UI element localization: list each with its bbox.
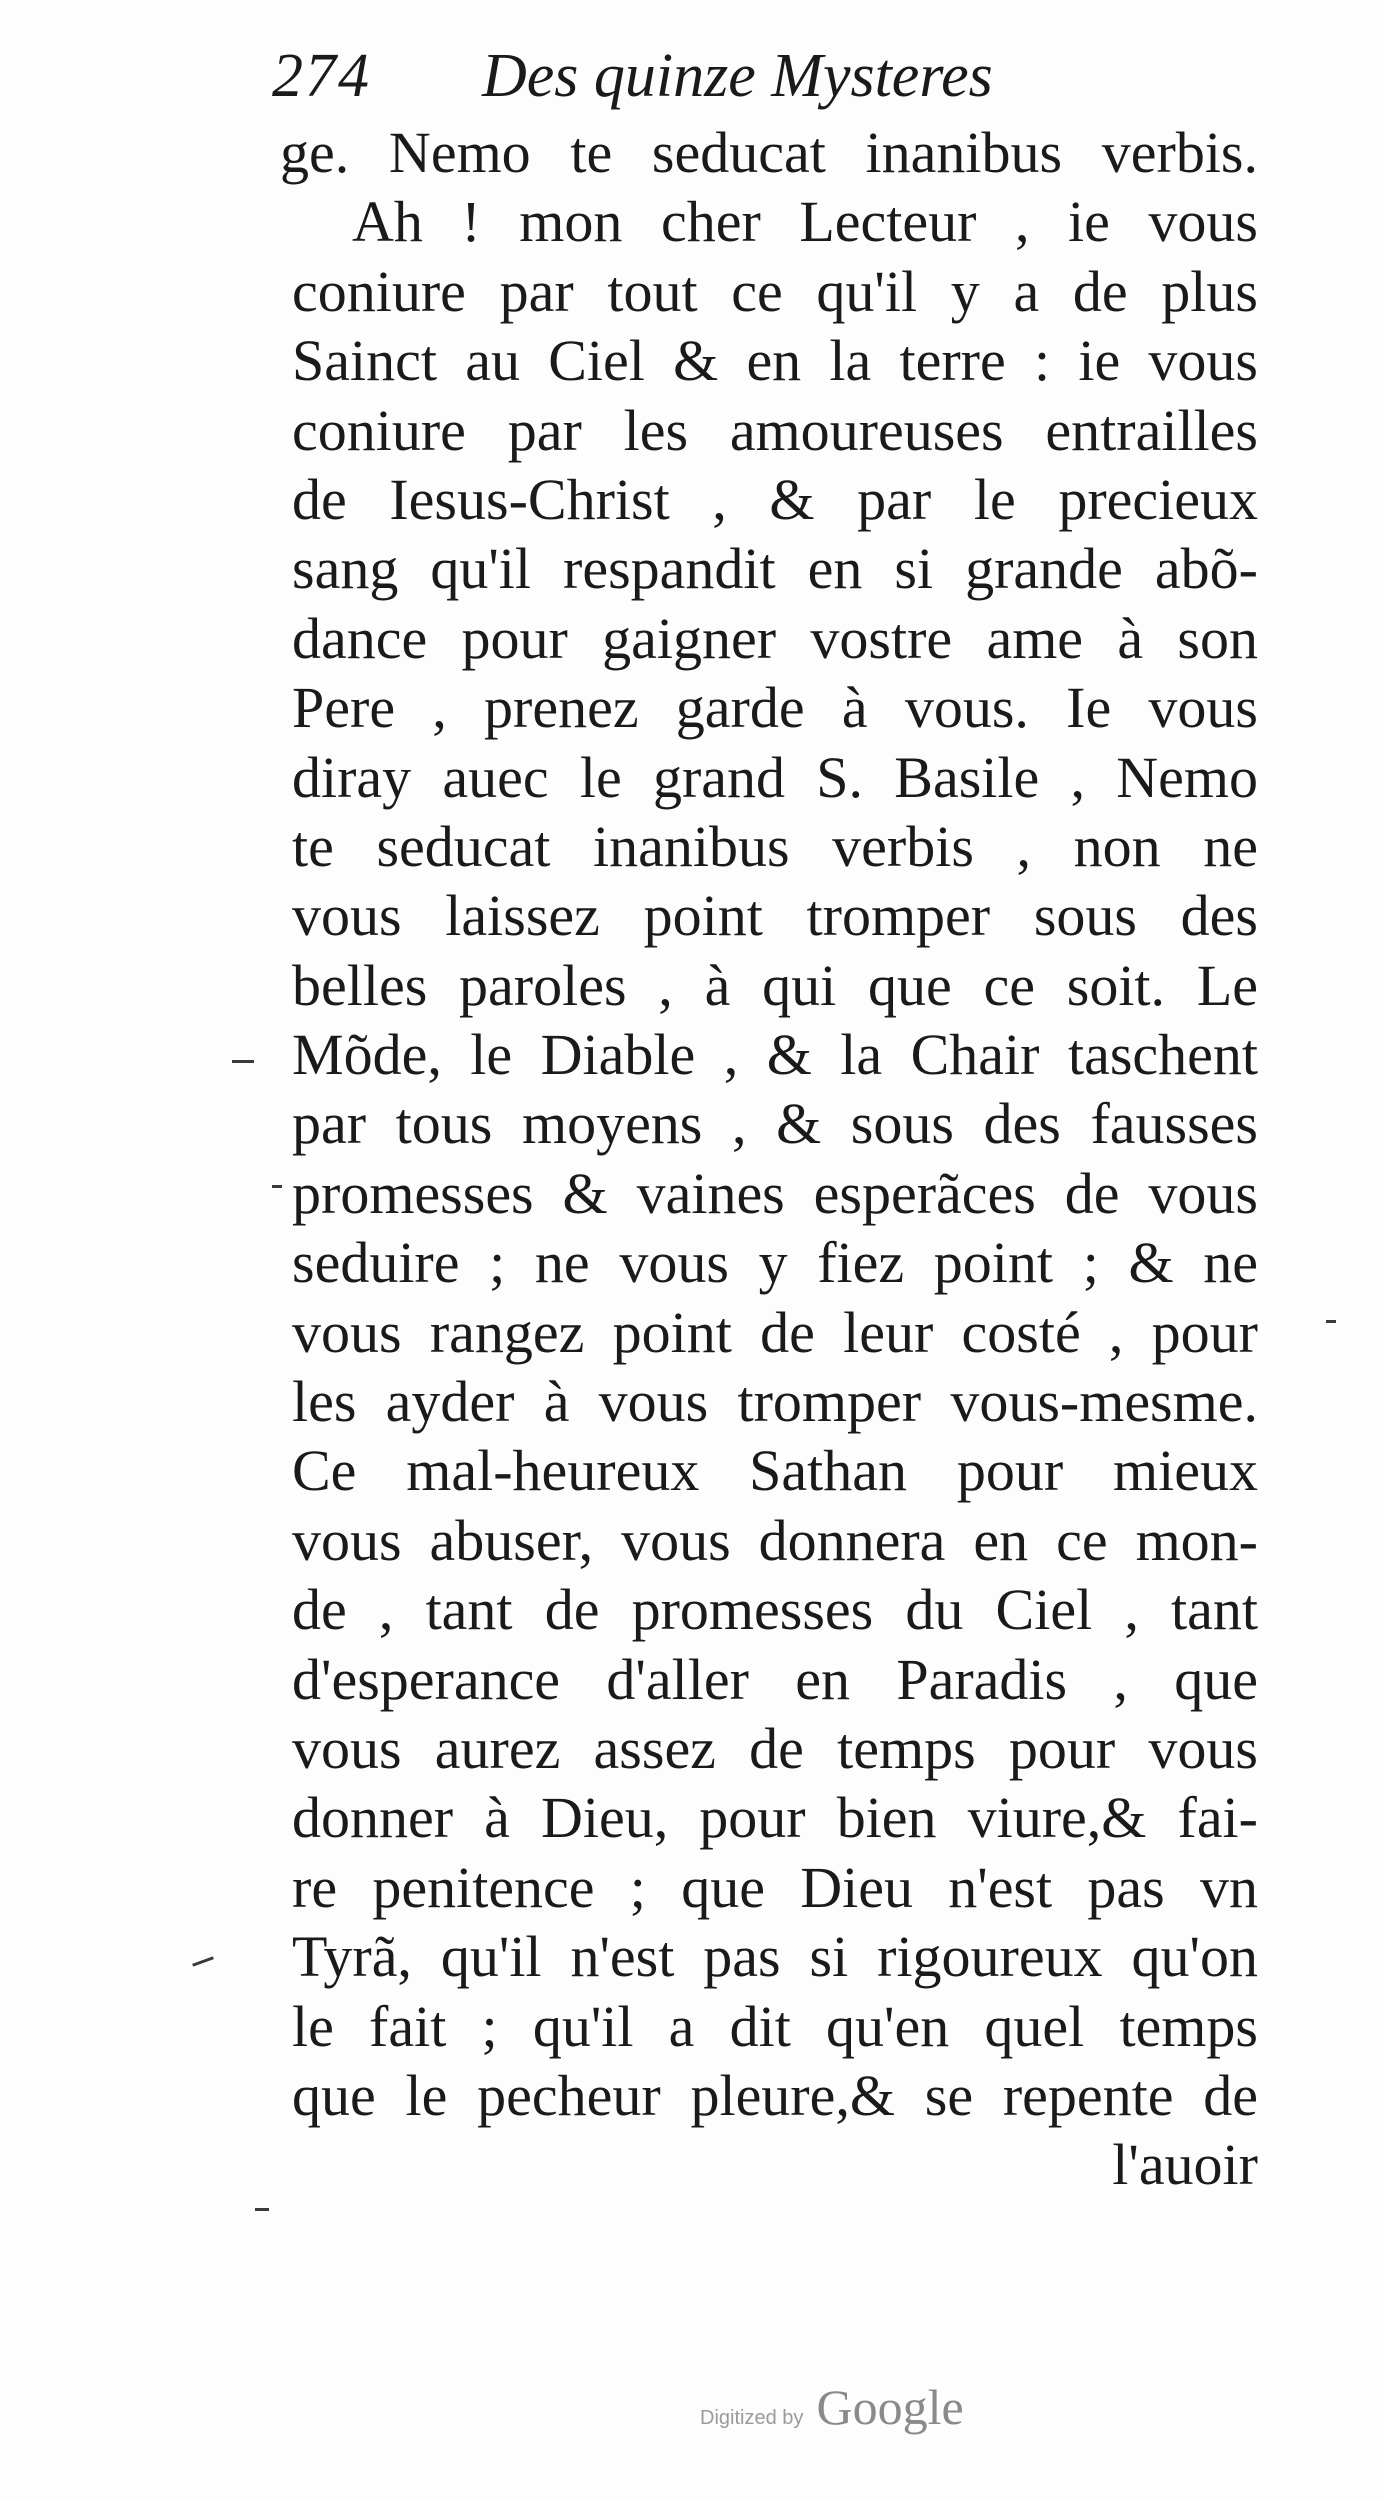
text-line: les ayder à vous tromper vous-mesme. [292, 1369, 1258, 1435]
margin-mark [1326, 1320, 1336, 1323]
page-header [272, 36, 1272, 116]
text-line: par tous moyens , & sous des fausses [292, 1091, 1258, 1157]
catchword: l'auoir [1112, 2132, 1258, 2198]
text-line: promesses & vaines esperãces de vous [292, 1160, 1258, 1226]
text-line: vous abuser, vous donnera en ce mon- [292, 1507, 1258, 1573]
text-line: dance pour gaigner vostre ame à son [292, 605, 1258, 671]
text-line: le fait ; qu'il a dit qu'en quel temps [292, 1993, 1258, 2059]
text-line: ge. Nemo te seducat inanibus verbis. [280, 120, 1258, 185]
digitized-label: Digitized by [700, 2407, 804, 2429]
text-line: vous rangez point de leur costé , pour [292, 1299, 1258, 1365]
text-line: re penitence ; que Dieu n'est pas vn [292, 1854, 1258, 1920]
text-line: Pere , prenez garde à vous. Ie vous [292, 675, 1258, 741]
text-line: Tyrã, qu'il n'est pas si rigoureux qu'on [292, 1924, 1258, 1990]
text-line: donner à Dieu, pour bien viure,& fai- [292, 1785, 1258, 1851]
text-line: Mõde, le Diable , & la Chair taschent [292, 1022, 1258, 1088]
text-line: de Iesus-Christ , & par le precieux [292, 466, 1258, 532]
text-line: seduire ; ne vous y fiez point ; & ne [292, 1230, 1258, 1296]
text-line: belles paroles , à qui que ce soit. Le [292, 952, 1258, 1018]
text-line: Sainct au Ciel & en la terre : ie vous [292, 328, 1258, 394]
text-line: sang qu'il respandit en si grande abõ- [292, 536, 1258, 602]
page-number: 274 [272, 42, 371, 110]
margin-mark [192, 1956, 214, 1966]
text-line: te seducat inanibus verbis , non ne [292, 813, 1258, 879]
text-line: Ce mal-heureux Sathan pour mieux [292, 1438, 1258, 1504]
text-line: coniure par les amoureuses entrailles [292, 397, 1258, 463]
text-line: de , tant de promesses du Ciel , tant [292, 1577, 1258, 1643]
margin-mark [255, 2208, 269, 2211]
digitized-watermark [700, 2378, 964, 2438]
text-line: coniure par tout ce qu'il y a de plus [292, 258, 1258, 324]
text-line: diray auec le grand S. Basile , Nemo [292, 744, 1258, 810]
text-line: vous laissez point tromper sous des [292, 883, 1258, 949]
text-line: Ah ! mon cher Lecteur , ie vous [352, 189, 1258, 255]
text-line: vous aurez assez de temps pour vous [292, 1715, 1258, 1781]
running-title: Des quinze Mysteres [482, 42, 993, 110]
body-text [280, 118, 1258, 2200]
text-line: que le pecheur pleure,& se repente de [292, 2062, 1258, 2128]
google-logo: Google [816, 2379, 964, 2435]
margin-mark [272, 1185, 282, 1188]
margin-mark [232, 1060, 254, 1063]
text-line: d'esperance d'aller en Paradis , que [292, 1646, 1258, 1712]
